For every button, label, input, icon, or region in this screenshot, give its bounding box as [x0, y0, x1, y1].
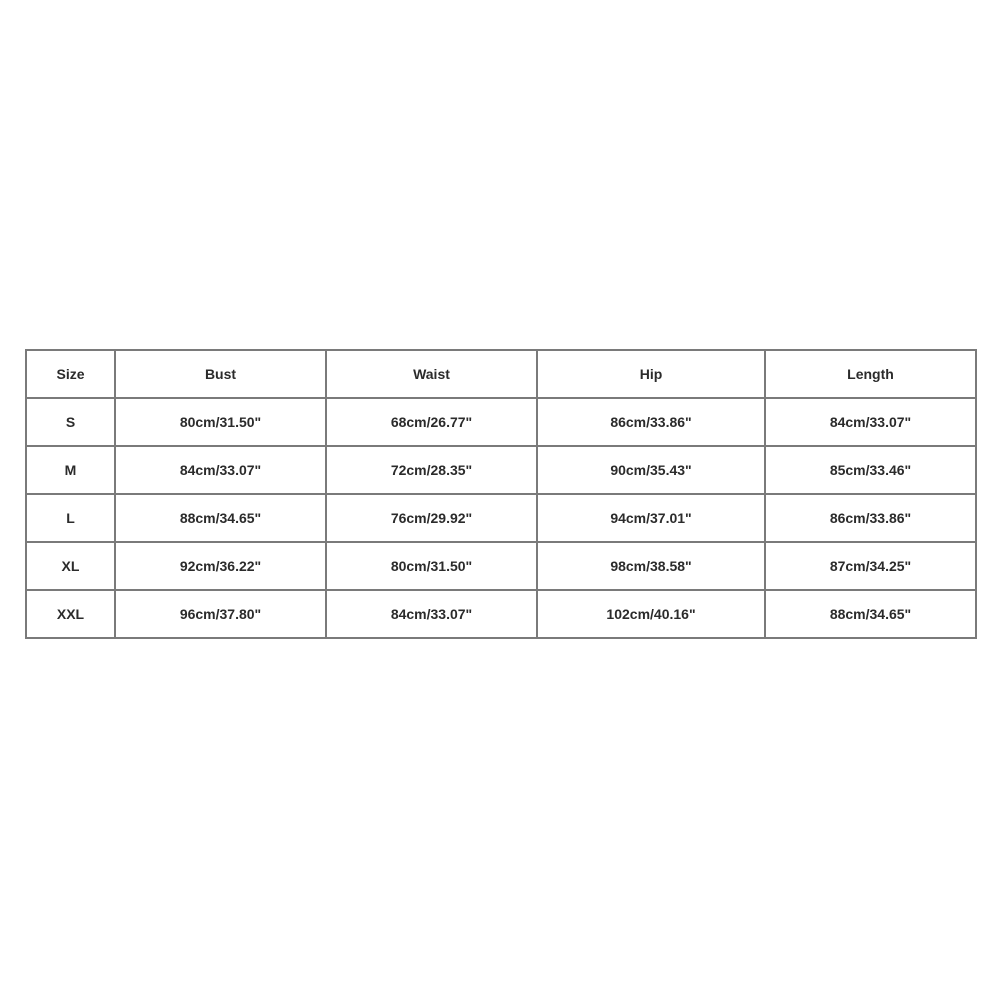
cell-length: 87cm/34.25" — [765, 542, 976, 590]
cell-bust: 84cm/33.07" — [115, 446, 326, 494]
cell-hip: 86cm/33.86" — [537, 398, 765, 446]
cell-waist: 80cm/31.50" — [326, 542, 537, 590]
size-chart-table — [25, 349, 977, 639]
cell-size: XL — [26, 542, 115, 590]
table-row — [26, 590, 976, 638]
cell-waist: 72cm/28.35" — [326, 446, 537, 494]
header-bust: Bust — [115, 350, 326, 398]
table-row — [26, 542, 976, 590]
cell-length: 84cm/33.07" — [765, 398, 976, 446]
cell-bust: 88cm/34.65" — [115, 494, 326, 542]
cell-waist: 84cm/33.07" — [326, 590, 537, 638]
header-waist: Waist — [326, 350, 537, 398]
table-header-row — [26, 350, 976, 398]
cell-hip: 94cm/37.01" — [537, 494, 765, 542]
cell-waist: 68cm/26.77" — [326, 398, 537, 446]
cell-size: S — [26, 398, 115, 446]
table-row — [26, 446, 976, 494]
cell-size: M — [26, 446, 115, 494]
header-size: Size — [26, 350, 115, 398]
cell-size: XXL — [26, 590, 115, 638]
cell-hip: 102cm/40.16" — [537, 590, 765, 638]
cell-hip: 98cm/38.58" — [537, 542, 765, 590]
cell-length: 88cm/34.65" — [765, 590, 976, 638]
cell-waist: 76cm/29.92" — [326, 494, 537, 542]
cell-hip: 90cm/35.43" — [537, 446, 765, 494]
cell-length: 85cm/33.46" — [765, 446, 976, 494]
table-row — [26, 398, 976, 446]
cell-bust: 96cm/37.80" — [115, 590, 326, 638]
cell-bust: 80cm/31.50" — [115, 398, 326, 446]
cell-bust: 92cm/36.22" — [115, 542, 326, 590]
table-row — [26, 494, 976, 542]
header-length: Length — [765, 350, 976, 398]
cell-length: 86cm/33.86" — [765, 494, 976, 542]
header-hip: Hip — [537, 350, 765, 398]
cell-size: L — [26, 494, 115, 542]
